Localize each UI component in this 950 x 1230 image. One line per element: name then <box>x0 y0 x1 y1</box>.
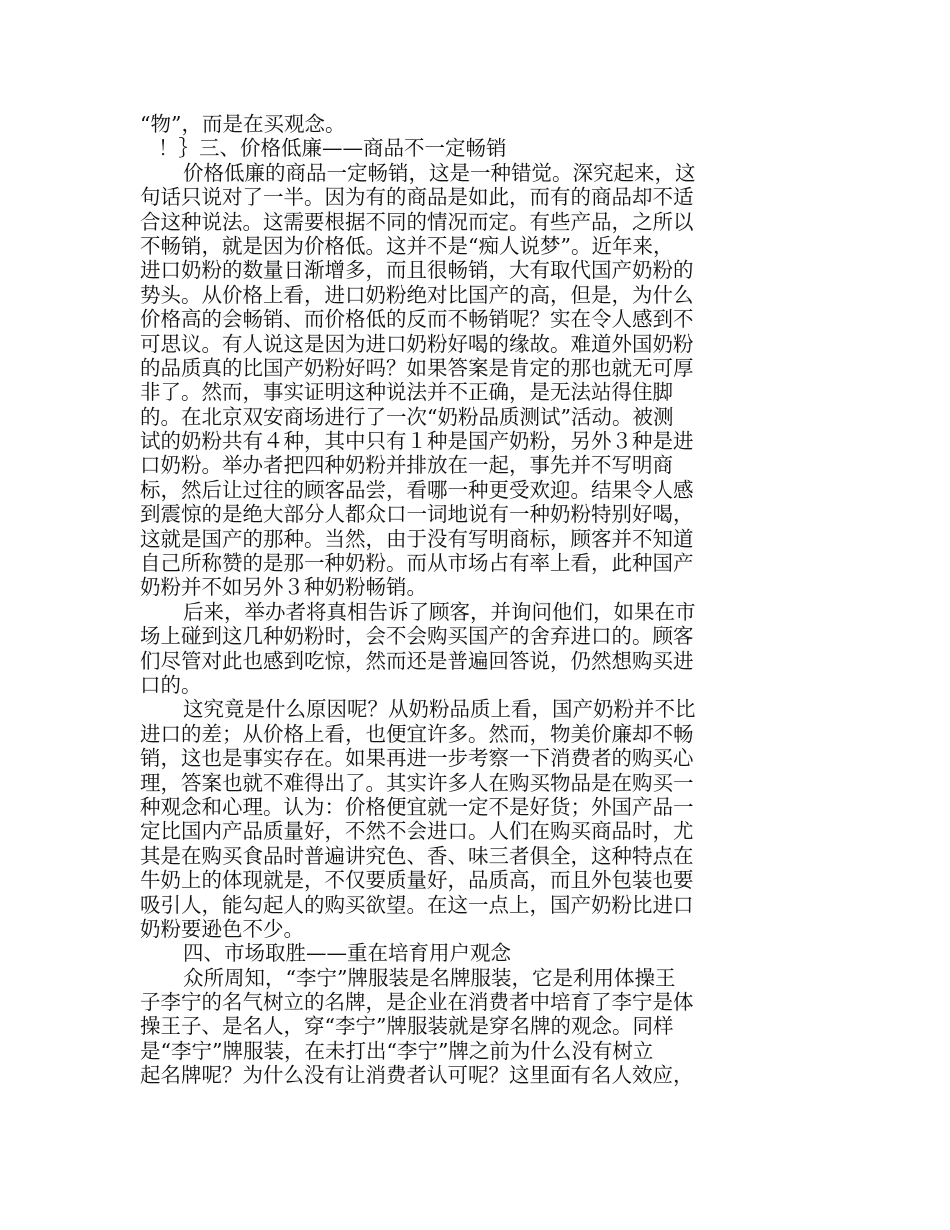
paragraph-first-line: 价格低廉的商品一定畅销，这是一种错觉。深究起来，这 <box>183 160 696 185</box>
body-text-line: 这就是国产的那种。当然，由于没有写明商标，顾客并不知道 <box>140 526 694 551</box>
body-text-line: 可思议。有人说这是因为进口奶粉好喝的缘故。难道外国奶粉 <box>140 331 694 356</box>
paragraph-first-line: 四、市场取胜——重在培育用户观念 <box>183 941 511 966</box>
body-text-line: 价格高的会畅销、而价格低的反而不畅销呢？实在令人感到不 <box>140 307 694 332</box>
body-text-line: 种观念和心理。认为：价格便宜就一定不是好货；外国产品一 <box>140 794 694 819</box>
body-text-line: 到震惊的是绝大部分人都众口一词地说有一种奶粉特别好喝， <box>140 502 694 527</box>
paragraph-first-line: 这究竟是什么原因呢？从奶粉品质上看，国产奶粉并不比 <box>183 697 696 722</box>
body-text-line: 销，这也是事实存在。如果再进一步考察一下消费者的购买心 <box>140 746 694 771</box>
paragraph-first-line: 后来，举办者将真相告诉了顾客，并询问他们，如果在市 <box>183 599 696 624</box>
body-text-line: “物”，而是在买观念。 <box>140 112 346 136</box>
body-text-line: 场上碰到这几种奶粉时，会不会购买国产的舍弃进口的。顾客 <box>140 624 694 649</box>
body-text-line: 的。在北京双安商场进行了一次“奶粉品质测试”活动。被测 <box>140 404 674 429</box>
body-text-line: 试的奶粉共有４种，其中只有１种是国产奶粉，另外３种是进 <box>140 429 694 454</box>
body-text-line: 不畅销，就是因为价格低。这并不是“痴人说梦”。近年来， <box>140 233 674 258</box>
body-text-line: 句话只说对了一半。因为有的商品是如此，而有的商品却不适 <box>140 185 694 210</box>
body-text-line: 合这种说法。这需要根据不同的情况而定。有些产品，之所以 <box>140 209 694 234</box>
body-text-line: 口的。 <box>140 672 202 697</box>
body-text-line: 操王子、是名人，穿“李宁”牌服装就是穿名牌的观念。同样 <box>140 1014 674 1039</box>
body-text-line: 进口的差；从价格上看，也便宜许多。然而，物美价廉却不畅 <box>140 721 694 746</box>
section-heading-line: ！｝三、价格低廉——商品不一定畅销 <box>158 136 507 161</box>
body-text-line: 牛奶上的体现就是，不仅要质量好，品质高，而且外包装也要 <box>140 868 694 893</box>
body-text-line: 理，答案也就不难得出了。其实许多人在购买物品是在购买一 <box>140 770 694 795</box>
body-text-line: 其是在购买食品时普遍讲究色、香、味三者俱全，这种特点在 <box>140 843 694 868</box>
body-text-line: 们尽管对此也感到吃惊，然而还是普遍回答说，仍然想购买进 <box>140 648 694 673</box>
body-text-line: 标，然后让过往的顾客品尝，看哪一种更受欢迎。结果令人感 <box>140 477 694 502</box>
body-text-line: 子李宁的名气树立的名牌，是企业在消费者中培育了李宁是体 <box>140 990 694 1015</box>
body-text-line: 奶粉要逊色不少。 <box>140 916 304 941</box>
body-text-line: 势头。从价格上看，进口奶粉绝对比国产的高，但是，为什么 <box>140 282 694 307</box>
body-text-line: 非了。然而，事实证明这种说法并不正确，是无法站得住脚 <box>140 380 673 405</box>
document-page <box>140 112 730 1088</box>
body-text-line: 进口奶粉的数量日渐增多，而且很畅销，大有取代国产奶粉的 <box>140 258 694 283</box>
body-text-line: 吸引人，能勾起人的购买欲望。在这一点上，国产奶粉比进口 <box>140 892 694 917</box>
body-text-line: 奶粉并不如另外３种奶粉畅销。 <box>140 575 427 600</box>
body-text-line: 的品质真的比国产奶粉好吗？如果答案是肯定的那也就无可厚 <box>140 355 694 380</box>
body-text-line: 定比国内产品质量好，不然不会进口。人们在购买商品时，尤 <box>140 819 694 844</box>
body-text-line: 起名牌呢？为什么没有让消费者认可呢？这里面有名人效应， <box>140 1063 694 1088</box>
body-text-line: 口奶粉。举办者把四种奶粉并排放在一起，事先并不写明商 <box>140 453 673 478</box>
paragraph-first-line: 众所周知，“李宁”牌服装是名牌服装，它是利用体操王 <box>183 965 676 990</box>
body-text-line: 自己所称赞的是那一种奶粉。而从市场占有率上看，此种国产 <box>140 551 694 576</box>
body-text-line: 是“李宁”牌服装，在未打出“李宁”牌之前为什么没有树立 <box>140 1038 654 1063</box>
